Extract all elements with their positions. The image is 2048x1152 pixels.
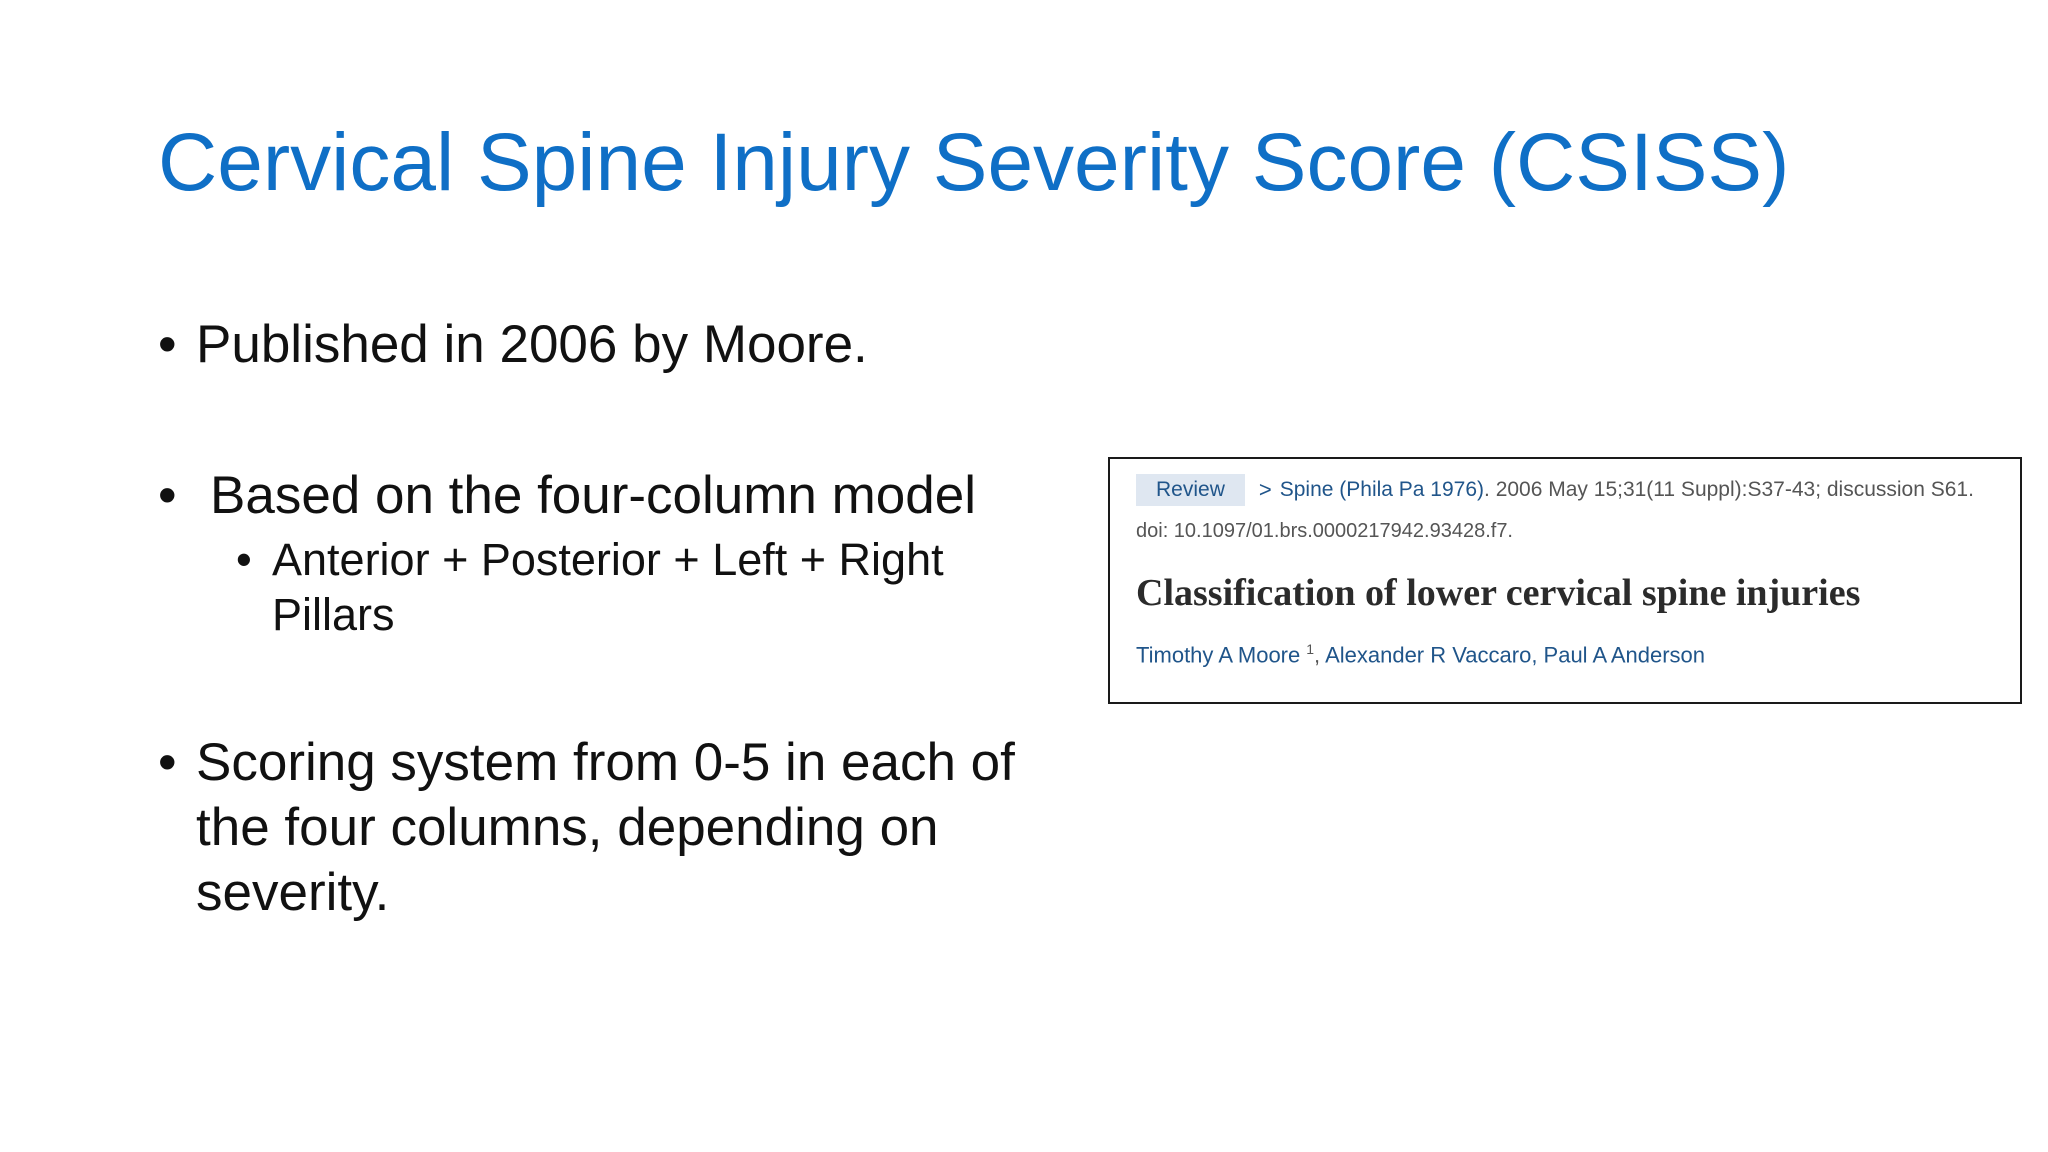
bullet-text: Scoring system from 0-5 in each of the four columns, depending on severity.: [196, 733, 1015, 922]
citation-card: [1108, 457, 2022, 704]
bullet-dot: •: [158, 466, 177, 525]
bullet-item: [158, 730, 1038, 925]
paper-title: Classification of lower cervical spine injuries: [1136, 572, 1861, 614]
affiliation-marker[interactable]: 1: [1306, 641, 1315, 657]
journal-link[interactable]: Spine (Phila Pa 1976): [1279, 478, 1485, 501]
sub-bullet-text: Anterior + Posterior + Left + Right Pillars: [272, 534, 944, 640]
author-list: [1136, 641, 1994, 668]
citation-meta: [1136, 474, 1994, 506]
bullet-item: [158, 312, 1038, 377]
bullet-list: [158, 312, 1038, 925]
doi-text: doi: 10.1097/01.brs.0000217942.93428.f7.: [1136, 520, 1513, 542]
slide-title: Cervical Spine Injury Severity Score (CSISS): [158, 117, 1790, 208]
chevron-right-icon: >: [1258, 477, 1272, 502]
sub-bullet-item: [236, 532, 1038, 642]
bullet-text: Published in 2006 by Moore.: [196, 315, 868, 374]
citation-details: . 2006 May 15;31(11 Suppl):S37-43; discussion S61.: [1484, 478, 1974, 501]
author-separator: ,: [1314, 642, 1326, 668]
author-links[interactable]: Alexander R Vaccaro, Paul A Anderson: [1325, 642, 1706, 668]
review-badge[interactable]: Review: [1136, 474, 1245, 506]
bullet-dot: •: [158, 733, 177, 792]
bullet-item: [158, 463, 1038, 528]
author-link[interactable]: Timothy A Moore: [1136, 642, 1301, 668]
bullet-dot: •: [158, 315, 177, 374]
bullet-dot: •: [236, 534, 252, 585]
bullet-text: Based on the four-column model: [210, 466, 976, 525]
